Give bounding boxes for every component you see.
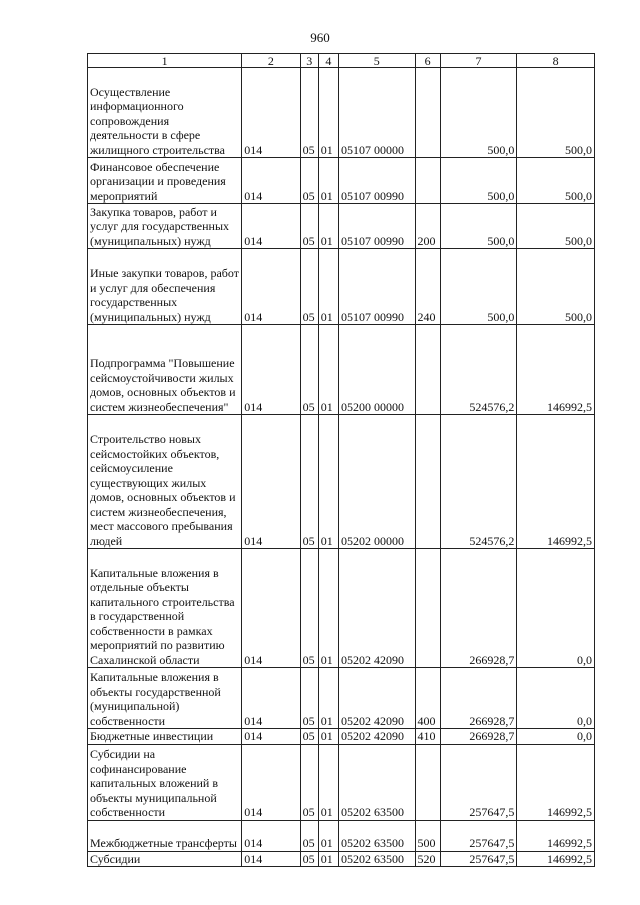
row-admin-code: 014: [242, 549, 300, 668]
row-name: Осуществление информационного сопровождения деятельности в сфере жилищного строительства: [88, 68, 242, 158]
table-row: [88, 820, 595, 851]
row-target-code: 05107 00990: [338, 204, 415, 249]
row-name: Бюджетные инвестиции: [88, 729, 242, 745]
budget-table: [87, 53, 595, 867]
row-expense-type: 500: [415, 820, 440, 851]
row-amount-7: 500,0: [440, 249, 517, 325]
row-amount-7: 500,0: [440, 204, 517, 249]
row-subsection: 01: [318, 668, 338, 729]
table-row: [88, 744, 595, 820]
table-row: [88, 549, 595, 668]
row-subsection: 01: [318, 744, 338, 820]
row-admin-code: 014: [242, 851, 300, 867]
row-amount-8: 146992,5: [517, 820, 595, 851]
row-name: Межбюджетные трансферты: [88, 820, 242, 851]
header-col-2: 2: [242, 54, 300, 68]
table-row: [88, 851, 595, 867]
row-admin-code: 014: [242, 820, 300, 851]
header-col-4: 4: [318, 54, 338, 68]
row-section: 05: [300, 549, 318, 668]
row-name: Субсидии на софинансирование капитальных вложений в объекты муниципальной собственности: [88, 744, 242, 820]
row-amount-7: 266928,7: [440, 668, 517, 729]
row-amount-7: 266928,7: [440, 729, 517, 745]
row-name: Подпрограмма "Повышение сейсмоустойчивости жилых домов, основных объектов и систем жизнеобеспечения": [88, 325, 242, 415]
row-admin-code: 014: [242, 249, 300, 325]
table-row: [88, 68, 595, 158]
row-amount-7: 257647,5: [440, 820, 517, 851]
row-expense-type: [415, 158, 440, 204]
row-target-code: 05202 42090: [338, 668, 415, 729]
row-amount-7: 500,0: [440, 158, 517, 204]
row-expense-type: 520: [415, 851, 440, 867]
header-col-3: 3: [300, 54, 318, 68]
row-section: 05: [300, 668, 318, 729]
row-target-code: 05202 63500: [338, 820, 415, 851]
row-expense-type: 200: [415, 204, 440, 249]
row-expense-type: [415, 744, 440, 820]
row-target-code: 05202 63500: [338, 744, 415, 820]
row-subsection: 01: [318, 204, 338, 249]
row-section: 05: [300, 204, 318, 249]
row-target-code: 05202 42090: [338, 729, 415, 745]
table-row: [88, 415, 595, 549]
row-section: 05: [300, 415, 318, 549]
row-section: 05: [300, 820, 318, 851]
row-amount-7: 266928,7: [440, 549, 517, 668]
header-col-8: 8: [517, 54, 595, 68]
row-expense-type: 400: [415, 668, 440, 729]
row-amount-8: 0,0: [517, 668, 595, 729]
row-target-code: 05200 00000: [338, 325, 415, 415]
header-col-5: 5: [338, 54, 415, 68]
row-admin-code: 014: [242, 325, 300, 415]
row-amount-8: 500,0: [517, 249, 595, 325]
row-section: 05: [300, 249, 318, 325]
row-amount-8: 146992,5: [517, 851, 595, 867]
row-amount-7: 257647,5: [440, 851, 517, 867]
row-amount-8: 0,0: [517, 549, 595, 668]
row-name: Капитальные вложения в объекты государственной (муниципальной) собственности: [88, 668, 242, 729]
table-row: [88, 729, 595, 745]
row-target-code: 05202 00000: [338, 415, 415, 549]
row-target-code: 05107 00990: [338, 158, 415, 204]
row-target-code: 05107 00000: [338, 68, 415, 158]
row-amount-8: 146992,5: [517, 415, 595, 549]
row-amount-8: 500,0: [517, 158, 595, 204]
table-row: [88, 204, 595, 249]
table-row: [88, 249, 595, 325]
row-admin-code: 014: [242, 158, 300, 204]
row-amount-8: 500,0: [517, 204, 595, 249]
row-subsection: 01: [318, 549, 338, 668]
header-col-7: 7: [440, 54, 517, 68]
row-name: Иные закупки товаров, работ и услуг для обеспечения государственных (муниципальных) нужд: [88, 249, 242, 325]
row-subsection: 01: [318, 729, 338, 745]
row-expense-type: [415, 549, 440, 668]
header-col-6: 6: [415, 54, 440, 68]
row-expense-type: [415, 68, 440, 158]
row-amount-7: 257647,5: [440, 744, 517, 820]
row-section: 05: [300, 68, 318, 158]
row-amount-8: 500,0: [517, 68, 595, 158]
row-expense-type: [415, 415, 440, 549]
row-subsection: 01: [318, 249, 338, 325]
row-name: Финансовое обеспечение организации и проведения мероприятий: [88, 158, 242, 204]
row-name: Субсидии: [88, 851, 242, 867]
row-admin-code: 014: [242, 68, 300, 158]
row-target-code: 05107 00990: [338, 249, 415, 325]
row-name: Строительство новых сейсмостойких объектов, сейсмоусиление существующих жилых домов, основных объектов и систем жизнеобеспечения, мест массового пребывания людей: [88, 415, 242, 549]
row-subsection: 01: [318, 820, 338, 851]
row-amount-8: 146992,5: [517, 325, 595, 415]
row-expense-type: 240: [415, 249, 440, 325]
table-row: [88, 668, 595, 729]
table-row: [88, 325, 595, 415]
row-expense-type: 410: [415, 729, 440, 745]
row-amount-8: 146992,5: [517, 744, 595, 820]
row-subsection: 01: [318, 851, 338, 867]
row-amount-8: 0,0: [517, 729, 595, 745]
row-amount-7: 500,0: [440, 68, 517, 158]
row-admin-code: 014: [242, 744, 300, 820]
row-subsection: 01: [318, 325, 338, 415]
row-name: Закупка товаров, работ и услуг для государственных (муниципальных) нужд: [88, 204, 242, 249]
row-target-code: 05202 42090: [338, 549, 415, 668]
row-admin-code: 014: [242, 729, 300, 745]
row-section: 05: [300, 729, 318, 745]
row-amount-7: 524576,2: [440, 415, 517, 549]
page-number: 960: [310, 30, 330, 45]
table-row: [88, 158, 595, 204]
row-admin-code: 014: [242, 415, 300, 549]
row-subsection: 01: [318, 158, 338, 204]
row-section: 05: [300, 158, 318, 204]
row-expense-type: [415, 325, 440, 415]
row-section: 05: [300, 744, 318, 820]
row-section: 05: [300, 851, 318, 867]
header-col-1: 1: [88, 54, 242, 68]
row-subsection: 01: [318, 415, 338, 549]
row-name: Капитальные вложения в отдельные объекты капитального строительства в государственной собственности в рамках мероприятий по развитию Сахалинской области: [88, 549, 242, 668]
header-row: [88, 54, 595, 68]
row-target-code: 05202 63500: [338, 851, 415, 867]
row-admin-code: 014: [242, 668, 300, 729]
row-amount-7: 524576,2: [440, 325, 517, 415]
row-admin-code: 014: [242, 204, 300, 249]
row-subsection: 01: [318, 68, 338, 158]
row-section: 05: [300, 325, 318, 415]
